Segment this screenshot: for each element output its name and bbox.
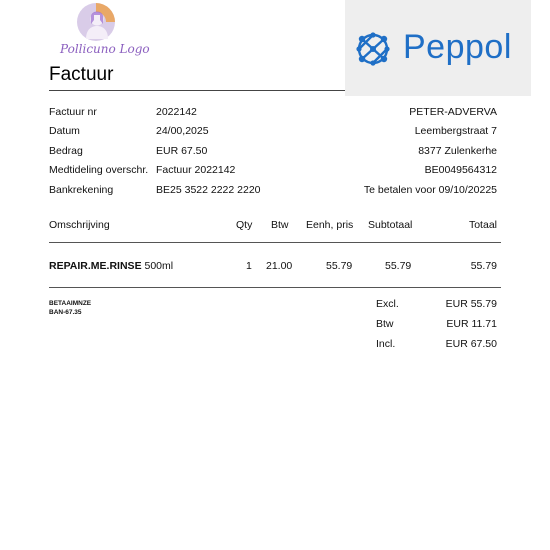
col-header-subtotal: Subtotaal: [368, 219, 413, 231]
total-vat-value: EUR 11.71: [446, 318, 497, 330]
page-title: Factuur: [49, 64, 114, 85]
table-row-vat: 21.00: [266, 260, 293, 272]
meta-value: 2022142: [156, 106, 197, 118]
table-row-qty: 1: [246, 260, 252, 272]
table-header-divider: [49, 242, 501, 243]
total-excl-label: Excl.: [376, 298, 399, 310]
meta-label: Medtideling overschr.: [49, 164, 149, 176]
meta-value: 24/00,2025: [156, 125, 209, 137]
col-header-total: Totaal: [468, 219, 497, 231]
peppol-logo: [345, 0, 531, 96]
payment-info-line2: BAN-67.35: [49, 309, 82, 316]
company-logo: [58, 2, 148, 64]
title-divider: [49, 90, 345, 91]
supplier-vat-number: BE0049564312: [424, 164, 497, 176]
meta-amount: [49, 145, 289, 159]
meta-label: Bankrekening: [49, 184, 114, 196]
payment-info-line1: BETAAIMNZE: [49, 300, 92, 307]
meta-value: EUR 67.50: [156, 145, 208, 157]
table-row-unit-price: 55.79: [326, 260, 353, 272]
product-code: REPAIR.ME.RINSE: [49, 260, 142, 272]
supplier-name: PETER-ADVERVA: [409, 106, 497, 118]
meta-payment-reference: [49, 164, 289, 178]
total-incl-value: EUR 67.50: [445, 338, 497, 350]
peppol-network-icon: [351, 27, 395, 71]
due-date: Te betalen voor 09/10/20225: [363, 184, 497, 196]
col-header-vat: Btw: [271, 219, 289, 231]
meta-bank-account: [49, 184, 289, 198]
total-vat-label: Btw: [376, 318, 394, 330]
peppol-wordmark: Peppol: [403, 28, 512, 66]
meta-invoice-number: [49, 106, 289, 120]
company-logo-text: Pollicuno Logo: [60, 42, 150, 56]
meta-label: Factuur nr: [49, 106, 97, 118]
supplier-street: Leembergstraat 7: [414, 125, 497, 137]
meta-value: Factuur 2022142: [156, 164, 236, 176]
product-size: 500ml: [141, 260, 174, 272]
col-header-description: Omschrijving: [49, 219, 110, 231]
total-excl-value: EUR 55.79: [445, 298, 497, 310]
meta-date: [49, 125, 289, 139]
company-logo-icon: [76, 2, 116, 42]
meta-value: BE25 3522 2222 2220: [156, 184, 261, 196]
table-row-description: [49, 260, 173, 272]
col-header-unit-price: Eenh, pris: [306, 219, 354, 231]
table-row-total: 55.79: [470, 260, 497, 272]
supplier-city: 8377 Zulenkerhe: [418, 145, 497, 157]
meta-label: Bedrag: [49, 145, 83, 157]
col-header-qty: Qty: [236, 219, 253, 231]
table-body-divider: [49, 287, 501, 288]
meta-label: Datum: [49, 125, 80, 137]
total-incl-label: Incl.: [376, 338, 396, 350]
table-row-subtotal: 55.79: [385, 260, 412, 272]
